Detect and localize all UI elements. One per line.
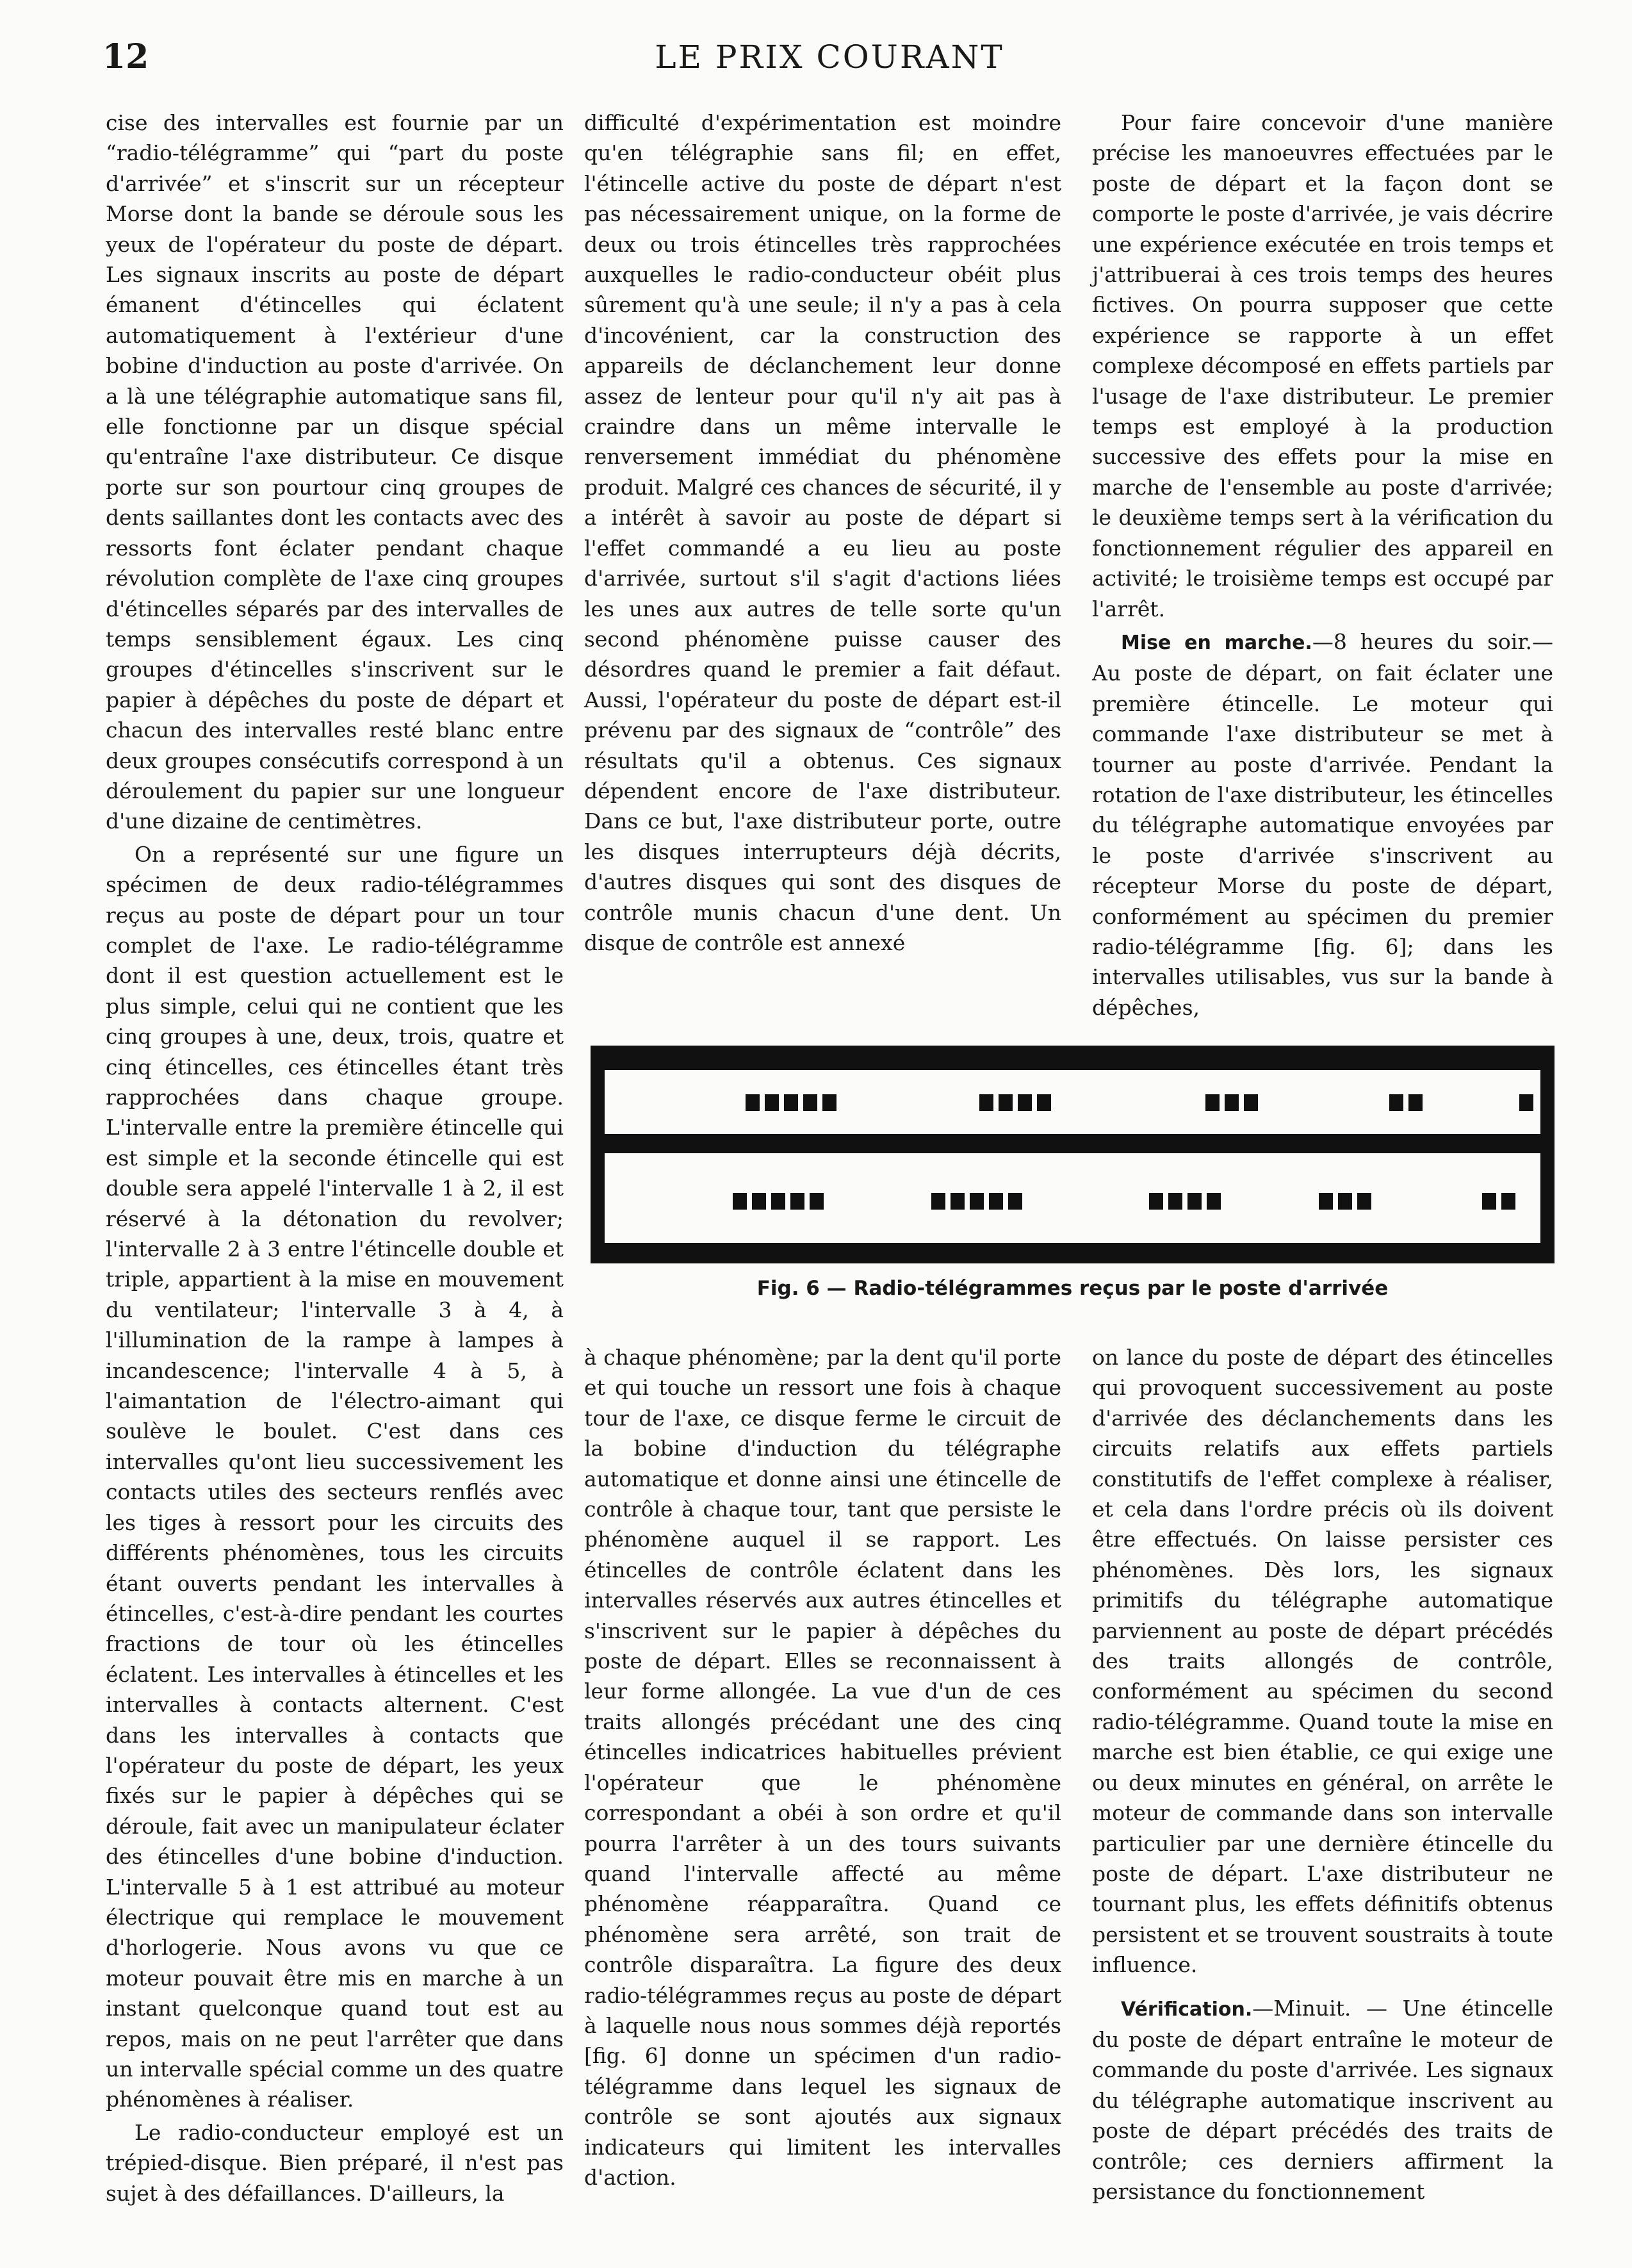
figure-6 — [591, 1046, 1554, 1263]
paragraph-text: —8 heures du soir.— Au poste de départ, on fait éclater une première étincelle. Le moteur qui commande l'axe distributeur se met à tourner au poste d'arrivée. Pendant la rotation de l'axe distributeur, les étincelles du télégraphe automatique envoyées par le poste d'arrivée s'inscrivent au récepteur Morse du poste de départ, conformément au spécimen du premier radio-télégramme [fig. 6]; dans les intervalles utilisables, vus sur la bande à dépêches, — [1092, 629, 1553, 1020]
paragraph: cise des intervalles est fournie par un “radio-télégramme” qui “part du poste d'arrivée” et s'inscrit sur un récepteur Morse dont la bande se déroule sous les yeux de l'opérateur du poste de départ. Les signaux inscrits au poste de départ émanent d'étincelles qui éclatent automatiquement à l'extérieur d'une bobine d'induction au poste d'arrivée. On a là une télégraphie automatique sans fil, elle fonctionne par un disque spécial qu'entraîne l'axe distributeur. Ce disque porte sur son pourtour cinq groupes de dents saillantes dont les contacts avec des ressorts font éclater pendant chaque révolution complète de l'axe cinq groupes d'étincelles séparés par des intervalles de temps sensiblement égaux. Les cinq groupes d'étincelles s'inscrivent sur le papier à dépêches du poste de départ et chacun des intervalles resté blanc entre deux groupes consécutifs correspond à un déroulement du papier sur une longueur d'une dizaine de centimètres. — [106, 110, 564, 834]
spark-mark — [989, 1193, 1003, 1210]
spark-group — [1519, 1094, 1533, 1111]
spark-mark — [1225, 1094, 1239, 1111]
paragraph: on lance du poste de départ des étincelles qui provoquent successivement au poste d'arrivée des déclanchements dans les circuits relatifs aux effets partiels constitutifs de l'effet complexe à réaliser, et cela dans l'ordre précis où ils doivent être effectués. On laisse persister ces phénomènes. Dès lors, les signaux primitifs du télégraphe automatique parviennent au poste de départ précédés des traits allongés de contrôle, conformément au spécimen du second radio-télégramme. Quand toute la mise en marche est bien établie, ce qui exige une ou deux minutes en général, on arrête le moteur de commande dans son intervalle particulier par une dernière étincelle du poste de départ. L'axe distributeur ne tournant plus, les effets définitifs obtenus persistent et se trouvent soustraits à toute influence. — [1092, 1345, 1553, 1978]
spark-group — [1205, 1094, 1258, 1111]
spark-group — [1149, 1193, 1221, 1210]
spark-mark — [733, 1193, 747, 1210]
spark-mark — [746, 1094, 760, 1111]
column-2-bottom — [584, 1342, 1061, 2220]
spark-mark — [771, 1193, 785, 1210]
spark-mark — [822, 1094, 836, 1111]
spark-mark — [1389, 1094, 1403, 1111]
paragraph — [1092, 1993, 1553, 2207]
column-3-top — [1092, 108, 1553, 1020]
journal-title: LE PRIX COURANT — [655, 38, 1004, 76]
spark-mark — [1244, 1094, 1258, 1111]
spark-mark — [979, 1094, 993, 1111]
spark-mark — [1408, 1094, 1423, 1111]
column-1 — [106, 108, 564, 2215]
paragraph-text: —Minuit. — Une étincelle du poste de départ entraîne le moteur de commande du poste d'arrivée. Les signaux du télégraphe automatique inscrivent au poste de départ précédés des traits de contrôle; ces derniers affirment la persistance du fonctionnement — [1092, 1995, 1553, 2204]
spark-group — [746, 1094, 836, 1111]
paragraph: Pour faire concevoir d'une manière précise les manoeuvres effectuées par le poste de départ et la façon dont se comporte le poste d'arrivée, je vais décrire une expérience exécutée en trois temps et j'attribuerai à ces trois temps des heures fictives. On pourra supposer que cette expérience se rapporte à un effet complexe décomposé en effets partiels par l'usage de l'axe distributeur. Le premier temps est employé à la production successive des effets pour la mise en marche de l'ensemble au poste d'arrivée; le deuxième temps sert à la vérification du fonctionnement régulier des appareil en activité; le troisième temps est occupé par l'arrêt. — [1092, 110, 1553, 621]
spark-mark — [1168, 1193, 1182, 1210]
spark-mark — [810, 1193, 824, 1210]
spark-mark — [1205, 1094, 1220, 1111]
spark-mark — [1357, 1193, 1371, 1210]
paragraph: à chaque phénomène; par la dent qu'il porte et qui touche un ressort une fois à chaque tour de l'axe, ce disque ferme le circuit de la bobine d'induction du télégraphe automatique et donne ainsi une étincelle de contrôle à chaque tour, tant que persiste le phénomène auquel il se rapport. Les étincelles de contrôle éclatent dans les intervalles réservés aux autres étincelles et s'inscrivent sur le papier à dépêches du poste de départ. Elles se reconnaissent à leur forme allongée. La vue d'un de ces traits allongés précédant une des cinq étincelles indicatrices habituelles prévient l'opérateur que le phénomène correspondant a obéi à son ordre et qu'il pourra l'arrêter à un des tours suivants quand l'intervalle affecté au même phénomène réapparaîtra. Quand ce phénomène sera arrêté, son trait de contrôle disparaîtra. La figure des deux radio-télégrammes reçus au poste de départ à laquelle nous nous sommes déjà reportés [fig. 6] donne un spécimen d'un radio-télégramme dans lequel les signaux de contrôle se sont ajoutés aux signaux indicateurs qui limitent les intervalles d'action. — [584, 1345, 1061, 2190]
spark-mark — [970, 1193, 984, 1210]
spark-group — [1389, 1094, 1423, 1111]
radio-telegram-2 — [605, 1153, 1540, 1243]
spark-mark — [765, 1094, 779, 1111]
section-heading-verification: Vérification. — [1121, 1998, 1253, 2021]
spark-mark — [1008, 1193, 1022, 1210]
spark-group — [1482, 1193, 1515, 1210]
spark-mark — [1338, 1193, 1352, 1210]
spark-mark — [1018, 1094, 1032, 1111]
paragraph: difficulté d'expérimentation est moindre qu'en télégraphie sans fil; en effet, l'étincelle active du poste de départ n'est pas nécessairement unique, on la forme de deux ou trois étincelles très rapprochées auxquelles le radio-conducteur obéit plus sûrement qu'à une seule; il n'y a pas à cela d'incovénient, car la construction des appareils de déclanchement leur donne assez de lenteur pour qu'il n'y ait pas à craindre dans un même intervalle le renversement immédiat du phénomène produit. Malgré ces chances de sécurité, il y a intérêt à savoir au poste de départ si l'effet commandé a eu lieu au poste d'arrivée, surtout s'il s'agit d'actions liées les unes aux autres de telle sorte qu'un second phénomène puisse causer des désordres quand le premier a fait défaut. Aussi, l'opérateur du poste de départ est-il prévenu par des signaux de “contrôle” des résultats qu'il a obtenus. Ces signaux dépendent encore de l'axe distributeur. Dans ce but, l'axe distributeur porte, outre les disques interrupteurs déjà décrits, d'autres disques qui sont des disques de contrôle munis chacun d'une dent. Un disque de contrôle est annexé — [584, 110, 1061, 955]
spark-mark — [999, 1094, 1013, 1111]
page-header — [96, 37, 1563, 82]
spark-group — [979, 1094, 1051, 1111]
spark-mark — [1187, 1193, 1202, 1210]
column-3-bottom — [1092, 1342, 1553, 2220]
spark-mark — [784, 1094, 798, 1111]
spark-mark — [1319, 1193, 1333, 1210]
column-2-top — [584, 108, 1061, 982]
paragraph: On a représenté sur une figure un spécimen de deux radio-télégrammes reçus au poste de départ pour un tour complet de l'axe. Le radio-télégramme dont il est question actuellement est le plus simple, celui qui ne contient que les cinq groupes à une, deux, trois, quatre et cinq étincelles, ces étincelles étant très rapprochées dans chaque groupe. L'intervalle entre la première étincelle qui est simple et la seconde étincelle qui est double sera appelé l'intervalle 1 à 2, il est réservé à la détonation du revolver; l'intervalle 2 à 3 entre l'étincelle double et triple, appartient à la mise en mouvement du ventilateur; l'intervalle 3 à 4, à l'illumination de la rampe à lampes à incandescence; l'intervalle 4 à 5, à l'aimantation de l'électro-aimant qui soulève le boulet. C'est dans ces intervalles qu'ont lieu successivement les contacts utiles des secteurs renflés avec les tiges à ressort pour les circuits des différents phénomènes, tous les circuits étant ouverts pendant les intervalles à étincelles, c'est-à-dire pendant les courtes fractions de tour où les étincelles éclatent. Les intervalles à étincelles et les intervalles à contacts alternent. C'est dans les intervalles à contacts que l'opérateur du poste de départ, les yeux fixés sur le papier à dépêches qui se déroule, fait avec un manipulateur éclater des étincelles d'une bobine d'induction. L'intervalle 5 à 1 est attribué au moteur électrique qui remplace le mouvement d'horlogerie. Nous avons vu que ce moteur pouvait être mis en marche à un instant quelconque quand tout est au repos, mais on ne peut l'arrêter que dans un intervalle spécial comme un des quatre phénomènes à réaliser. — [106, 841, 564, 2112]
spark-mark — [1501, 1193, 1515, 1210]
paragraph: Le radio-conducteur employé est un trépied-disque. Bien préparé, il n'est pas sujet à des défaillances. D'ailleurs, la — [106, 2119, 564, 2206]
page-number: 12 — [102, 37, 149, 76]
spark-mark — [951, 1193, 965, 1210]
figure-caption: Fig. 6 — Radio-télégrammes reçus par le poste d'arrivée — [756, 1277, 1389, 1300]
spark-mark — [1482, 1193, 1496, 1210]
spark-mark — [1207, 1193, 1221, 1210]
spark-group — [733, 1193, 824, 1210]
radio-telegram-1 — [605, 1070, 1540, 1134]
spark-group — [931, 1193, 1022, 1210]
paragraph — [1092, 627, 1553, 1023]
spark-mark — [790, 1193, 804, 1210]
spark-mark — [1149, 1193, 1163, 1210]
spark-mark — [803, 1094, 817, 1111]
spark-mark — [1519, 1094, 1533, 1111]
section-heading-mise-en-marche: Mise en marche. — [1121, 631, 1312, 654]
spark-mark — [931, 1193, 945, 1210]
spark-group — [1319, 1193, 1371, 1210]
spark-mark — [1037, 1094, 1051, 1111]
spark-mark — [752, 1193, 766, 1210]
